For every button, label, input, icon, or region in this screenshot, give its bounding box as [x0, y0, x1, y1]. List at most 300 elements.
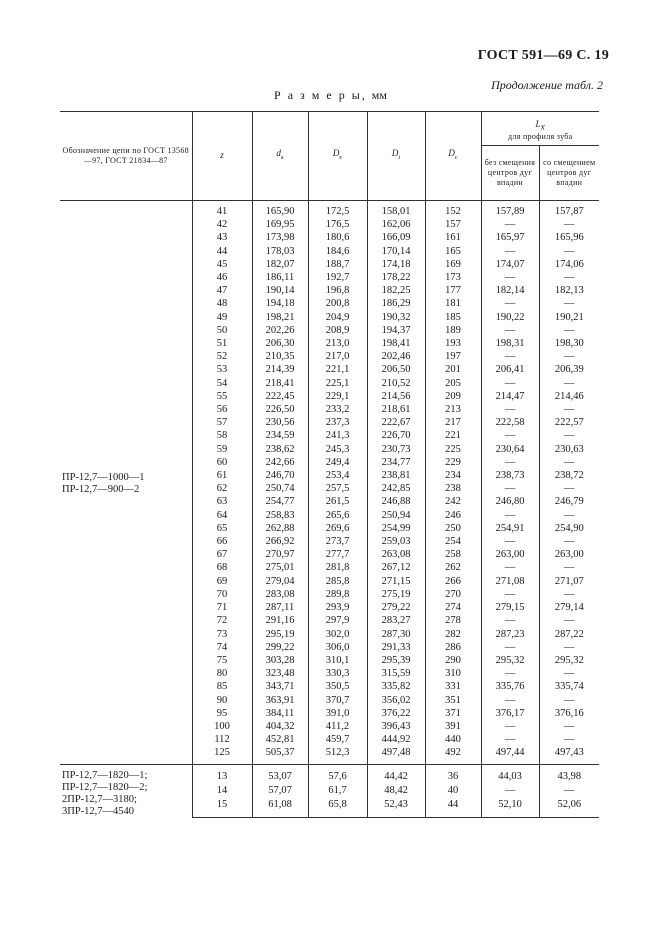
cell-De: 196,8	[308, 284, 367, 297]
cell-Dc: 371	[425, 707, 481, 720]
cell-De: 221,1	[308, 363, 367, 376]
cell-Dc: 213	[425, 403, 481, 416]
cell-Dc: 270	[425, 588, 481, 601]
cell-Dc: 189	[425, 324, 481, 337]
cell-De: 61,7	[308, 784, 367, 798]
cell-da: 169,95	[252, 218, 308, 231]
cell-L2: —	[539, 271, 599, 284]
cell-Dc: 217	[425, 416, 481, 429]
header-Lx-subscript: x	[540, 122, 546, 133]
cell-da: 206,30	[252, 337, 308, 350]
cell-L1: 190,22	[481, 311, 539, 324]
cell-Dc: 238	[425, 482, 481, 495]
cell-De: 172,5	[308, 201, 367, 219]
cell-L2: 214,46	[539, 390, 599, 403]
cell-z: 56	[192, 403, 252, 416]
designation-line: 3ПР-12,7—4540	[62, 805, 135, 817]
cell-De: 285,8	[308, 575, 367, 588]
cell-z: 43	[192, 231, 252, 244]
cell-Di: 283,27	[367, 614, 425, 627]
cell-Di: 52,43	[367, 798, 425, 818]
cell-L1: —	[481, 324, 539, 337]
cell-L1: —	[481, 588, 539, 601]
cell-Di: 186,29	[367, 297, 425, 310]
cell-da: 178,03	[252, 245, 308, 258]
cell-z: 54	[192, 377, 252, 390]
cell-da: 246,70	[252, 469, 308, 482]
cell-L1: —	[481, 667, 539, 680]
standard-code: ГОСТ 591—69 С. 19	[477, 48, 609, 63]
cell-De: 245,3	[308, 443, 367, 456]
header-De	[308, 112, 367, 201]
cell-Dc: 246	[425, 509, 481, 522]
cell-z: 14	[192, 784, 252, 798]
cell-da: 218,41	[252, 377, 308, 390]
cell-da: 404,32	[252, 720, 308, 733]
cell-z: 44	[192, 245, 252, 258]
header-da	[252, 112, 308, 201]
cell-Dc: 197	[425, 350, 481, 363]
cell-da: 57,07	[252, 784, 308, 798]
cell-da: 291,16	[252, 614, 308, 627]
cell-Dc: 266	[425, 575, 481, 588]
cell-De: 281,8	[308, 561, 367, 574]
cell-L2: 335,74	[539, 680, 599, 693]
cell-L2: 246,79	[539, 495, 599, 508]
cell-L1: —	[481, 509, 539, 522]
cell-L2: —	[539, 350, 599, 363]
cell-Dc: 278	[425, 614, 481, 627]
cell-da: 165,90	[252, 201, 308, 219]
cell-da: 242,66	[252, 456, 308, 469]
cell-da: 198,21	[252, 311, 308, 324]
cell-z: 64	[192, 509, 252, 522]
cell-L2: 263,00	[539, 548, 599, 561]
cell-L2: —	[539, 482, 599, 495]
cell-L1: —	[481, 456, 539, 469]
cell-Dc: 310	[425, 667, 481, 680]
cell-Di: 263,08	[367, 548, 425, 561]
header-da-subscript: a	[280, 154, 284, 161]
cell-De: 233,2	[308, 403, 367, 416]
cell-L1: 44,03	[481, 764, 539, 784]
cell-L2: —	[539, 377, 599, 390]
cell-De: 249,4	[308, 456, 367, 469]
designation-line: ПР-12,7—1820—2;	[62, 781, 148, 793]
cell-z: 80	[192, 667, 252, 680]
cell-Di: 279,22	[367, 601, 425, 614]
cell-De: 208,9	[308, 324, 367, 337]
designation-line: ПР-12,7—900—2	[62, 484, 140, 496]
cell-Di: 376,22	[367, 707, 425, 720]
cell-da: 283,08	[252, 588, 308, 601]
cell-Dc: 391	[425, 720, 481, 733]
designation-line: 2ПР-12,7—3180;	[62, 793, 137, 805]
cell-De: 350,5	[308, 680, 367, 693]
cell-z: 47	[192, 284, 252, 297]
cell-De: 176,5	[308, 218, 367, 231]
cell-Di: 218,61	[367, 403, 425, 416]
cell-L2: —	[539, 641, 599, 654]
cell-De: 257,5	[308, 482, 367, 495]
cell-L2: —	[539, 218, 599, 231]
cell-Dc: 290	[425, 654, 481, 667]
cell-Di: 497,48	[367, 746, 425, 764]
cell-L2: —	[539, 324, 599, 337]
header-Di	[367, 112, 425, 201]
cell-De: 289,8	[308, 588, 367, 601]
cell-z: 72	[192, 614, 252, 627]
cell-da: 202,26	[252, 324, 308, 337]
table-body	[60, 201, 599, 818]
table-caption	[0, 88, 661, 103]
cell-L1: —	[481, 350, 539, 363]
table-header	[60, 112, 599, 201]
cell-Dc: 36	[425, 764, 481, 784]
cell-L2: 497,43	[539, 746, 599, 764]
cell-L1: —	[481, 271, 539, 284]
cell-Dc: 492	[425, 746, 481, 764]
cell-z: 41	[192, 201, 252, 219]
cell-da: 266,92	[252, 535, 308, 548]
cell-z: 42	[192, 218, 252, 231]
cell-L2: 376,16	[539, 707, 599, 720]
cell-L1: 222,58	[481, 416, 539, 429]
cell-Di: 174,18	[367, 258, 425, 271]
cell-z: 51	[192, 337, 252, 350]
cell-da: 226,50	[252, 403, 308, 416]
cell-z: 71	[192, 601, 252, 614]
cell-De: 200,8	[308, 297, 367, 310]
header-Dc-subscript: c	[454, 154, 458, 161]
cell-Dc: 351	[425, 694, 481, 707]
cell-L1: —	[481, 641, 539, 654]
cell-Dc: 185	[425, 311, 481, 324]
cell-De: 204,9	[308, 311, 367, 324]
cell-L2: 295,32	[539, 654, 599, 667]
cell-L1: —	[481, 614, 539, 627]
cell-z: 75	[192, 654, 252, 667]
cell-L1: 198,31	[481, 337, 539, 350]
cell-De: 57,6	[308, 764, 367, 784]
cell-De: 229,1	[308, 390, 367, 403]
cell-L1: —	[481, 733, 539, 746]
cell-Dc: 40	[425, 784, 481, 798]
cell-L1: 165,97	[481, 231, 539, 244]
cell-De: 192,7	[308, 271, 367, 284]
cell-da: 173,98	[252, 231, 308, 244]
header-Di-subscript: i	[398, 154, 401, 161]
cell-De: 310,1	[308, 654, 367, 667]
cell-Di: 190,32	[367, 311, 425, 324]
cell-De: 180,6	[308, 231, 367, 244]
cell-Dc: 250	[425, 522, 481, 535]
cell-Dc: 209	[425, 390, 481, 403]
table-row	[60, 201, 599, 219]
cell-De: 512,3	[308, 746, 367, 764]
cell-L2: —	[539, 614, 599, 627]
cell-z: 59	[192, 443, 252, 456]
cell-L1: —	[481, 377, 539, 390]
cell-De: 217,0	[308, 350, 367, 363]
cell-L2: 230,63	[539, 443, 599, 456]
cell-Di: 267,12	[367, 561, 425, 574]
cell-Dc: 169	[425, 258, 481, 271]
cell-L2: 190,21	[539, 311, 599, 324]
cell-z: 69	[192, 575, 252, 588]
cell-L1: 206,41	[481, 363, 539, 376]
cell-L2: —	[539, 456, 599, 469]
cell-L2: —	[539, 784, 599, 798]
cell-L2: —	[539, 429, 599, 442]
cell-De: 297,9	[308, 614, 367, 627]
designation-line: ПР-12,7—1000—1	[62, 472, 145, 484]
cell-Di: 335,82	[367, 680, 425, 693]
cell-z: 125	[192, 746, 252, 764]
cell-L1: —	[481, 297, 539, 310]
cell-z: 67	[192, 548, 252, 561]
cell-Di: 250,94	[367, 509, 425, 522]
cell-Dc: 262	[425, 561, 481, 574]
cell-De: 213,0	[308, 337, 367, 350]
cell-L2: —	[539, 667, 599, 680]
cell-Di: 444,92	[367, 733, 425, 746]
cell-z: 63	[192, 495, 252, 508]
cell-L2: —	[539, 297, 599, 310]
cell-Di: 315,59	[367, 667, 425, 680]
cell-z: 85	[192, 680, 252, 693]
cell-z: 49	[192, 311, 252, 324]
cell-De: 330,3	[308, 667, 367, 680]
cell-da: 452,81	[252, 733, 308, 746]
header-da-symbol: d	[276, 148, 281, 158]
chain-designation	[60, 201, 192, 765]
cell-z: 70	[192, 588, 252, 601]
cell-L2: —	[539, 561, 599, 574]
cell-L1: —	[481, 720, 539, 733]
cell-De: 253,4	[308, 469, 367, 482]
cell-L1: 238,73	[481, 469, 539, 482]
cell-L1: 174,07	[481, 258, 539, 271]
header-Lx	[481, 112, 599, 146]
cell-z: 90	[192, 694, 252, 707]
cell-De: 65,8	[308, 798, 367, 818]
cell-L1: —	[481, 535, 539, 548]
cell-Di: 194,37	[367, 324, 425, 337]
cell-L2: —	[539, 694, 599, 707]
cell-Dc: 152	[425, 201, 481, 219]
cell-da: 238,62	[252, 443, 308, 456]
cell-L2: 182,13	[539, 284, 599, 297]
cell-da: 505,37	[252, 746, 308, 764]
header-with-offset: со смещением центров дуг впадин	[539, 146, 599, 201]
cell-z: 45	[192, 258, 252, 271]
cell-z: 46	[192, 271, 252, 284]
cell-L2: —	[539, 245, 599, 258]
cell-L1: —	[481, 245, 539, 258]
cell-De: 302,0	[308, 628, 367, 641]
cell-Di: 222,67	[367, 416, 425, 429]
cell-z: 100	[192, 720, 252, 733]
cell-Dc: 242	[425, 495, 481, 508]
cell-L1: 287,23	[481, 628, 539, 641]
cell-L2: 198,30	[539, 337, 599, 350]
cell-Di: 271,15	[367, 575, 425, 588]
cell-z: 55	[192, 390, 252, 403]
cell-L2: 238,72	[539, 469, 599, 482]
cell-z: 68	[192, 561, 252, 574]
cell-L1: 214,47	[481, 390, 539, 403]
caption-text: Р а з м е р ы,	[274, 88, 367, 102]
cell-L2: 43,98	[539, 764, 599, 784]
cell-L2: 206,39	[539, 363, 599, 376]
header-Dc	[425, 112, 481, 201]
header-Lx-symbol: L	[535, 119, 541, 130]
cell-z: 53	[192, 363, 252, 376]
cell-Di: 182,25	[367, 284, 425, 297]
cell-L2: —	[539, 588, 599, 601]
cell-Di: 254,99	[367, 522, 425, 535]
cell-z: 57	[192, 416, 252, 429]
cell-Di: 234,77	[367, 456, 425, 469]
cell-L2: 165,96	[539, 231, 599, 244]
cell-da: 254,77	[252, 495, 308, 508]
cell-De: 237,3	[308, 416, 367, 429]
cell-Dc: 181	[425, 297, 481, 310]
cell-Di: 242,85	[367, 482, 425, 495]
cell-z: 60	[192, 456, 252, 469]
cell-L1: 157,89	[481, 201, 539, 219]
cell-De: 273,7	[308, 535, 367, 548]
cell-da: 303,28	[252, 654, 308, 667]
cell-Dc: 173	[425, 271, 481, 284]
cell-Dc: 44	[425, 798, 481, 818]
cell-Dc: 205	[425, 377, 481, 390]
cell-da: 275,01	[252, 561, 308, 574]
cell-L1: —	[481, 218, 539, 231]
cell-Di: 396,43	[367, 720, 425, 733]
cell-Di: 291,33	[367, 641, 425, 654]
cell-z: 66	[192, 535, 252, 548]
cell-Di: 287,30	[367, 628, 425, 641]
cell-Di: 275,19	[367, 588, 425, 601]
cell-L1: 376,17	[481, 707, 539, 720]
header-De-symbol: D	[332, 148, 340, 158]
cell-da: 384,11	[252, 707, 308, 720]
cell-Di: 356,02	[367, 694, 425, 707]
cell-Di: 230,73	[367, 443, 425, 456]
cell-da: 279,04	[252, 575, 308, 588]
cell-da: 287,11	[252, 601, 308, 614]
cell-Di: 210,52	[367, 377, 425, 390]
cell-L1: —	[481, 561, 539, 574]
cell-Dc: 234	[425, 469, 481, 482]
header-Di-symbol: D	[391, 148, 399, 158]
cell-da: 210,35	[252, 350, 308, 363]
cell-De: 306,0	[308, 641, 367, 654]
cell-L2: 271,07	[539, 575, 599, 588]
cell-Di: 44,42	[367, 764, 425, 784]
cell-Di: 295,39	[367, 654, 425, 667]
chain-designation	[60, 764, 192, 818]
cell-da: 61,08	[252, 798, 308, 818]
header-De-subscript: e	[339, 154, 343, 161]
cell-z: 95	[192, 707, 252, 720]
cell-L1: —	[481, 482, 539, 495]
header-Dc-symbol: D	[448, 148, 455, 158]
sprocket-dimensions-table	[60, 111, 599, 818]
header-without-offset: без смещения центров дуг впадин	[481, 146, 539, 201]
cell-L2: 287,22	[539, 628, 599, 641]
cell-L1: 52,10	[481, 798, 539, 818]
header-profile-label: для профиля зуба	[508, 132, 573, 142]
cell-L2: 52,06	[539, 798, 599, 818]
cell-da: 194,18	[252, 297, 308, 310]
cell-Dc: 177	[425, 284, 481, 297]
cell-Dc: 229	[425, 456, 481, 469]
cell-L2: —	[539, 509, 599, 522]
cell-L2: —	[539, 403, 599, 416]
cell-z: 73	[192, 628, 252, 641]
designation-line: ПР-12,7—1820—1;	[62, 769, 148, 781]
cell-da: 234,59	[252, 429, 308, 442]
cell-Dc: 157	[425, 218, 481, 231]
cell-z: 13	[192, 764, 252, 784]
cell-De: 277,7	[308, 548, 367, 561]
cell-L1: —	[481, 694, 539, 707]
cell-da: 250,74	[252, 482, 308, 495]
cell-De: 269,6	[308, 522, 367, 535]
table-continuation-note: Продолжение табл. 2	[491, 78, 603, 92]
cell-Dc: 161	[425, 231, 481, 244]
cell-z: 50	[192, 324, 252, 337]
cell-z: 74	[192, 641, 252, 654]
cell-Dc: 331	[425, 680, 481, 693]
cell-z: 62	[192, 482, 252, 495]
cell-L2: 157,87	[539, 201, 599, 219]
cell-da: 262,88	[252, 522, 308, 535]
cell-Di: 214,56	[367, 390, 425, 403]
cell-da: 299,22	[252, 641, 308, 654]
header-designation: Обозначение цепи по ГОСТ 13568—97, ГОСТ 21834—87	[60, 112, 192, 201]
cell-da: 295,19	[252, 628, 308, 641]
cell-De: 293,9	[308, 601, 367, 614]
cell-L2: 279,14	[539, 601, 599, 614]
cell-L1: —	[481, 403, 539, 416]
cell-L1: —	[481, 429, 539, 442]
cell-Dc: 193	[425, 337, 481, 350]
cell-Di: 202,46	[367, 350, 425, 363]
cell-da: 343,71	[252, 680, 308, 693]
cell-L2: —	[539, 733, 599, 746]
cell-De: 459,7	[308, 733, 367, 746]
cell-Di: 246,88	[367, 495, 425, 508]
cell-L1: 230,64	[481, 443, 539, 456]
cell-De: 225,1	[308, 377, 367, 390]
cell-De: 370,7	[308, 694, 367, 707]
cell-De: 261,5	[308, 495, 367, 508]
cell-L1: 497,44	[481, 746, 539, 764]
cell-L2: 254,90	[539, 522, 599, 535]
cell-Di: 206,50	[367, 363, 425, 376]
cell-Di: 170,14	[367, 245, 425, 258]
cell-Dc: 254	[425, 535, 481, 548]
cell-Di: 226,70	[367, 429, 425, 442]
cell-da: 230,56	[252, 416, 308, 429]
cell-z: 15	[192, 798, 252, 818]
cell-L1: 295,32	[481, 654, 539, 667]
cell-da: 186,11	[252, 271, 308, 284]
